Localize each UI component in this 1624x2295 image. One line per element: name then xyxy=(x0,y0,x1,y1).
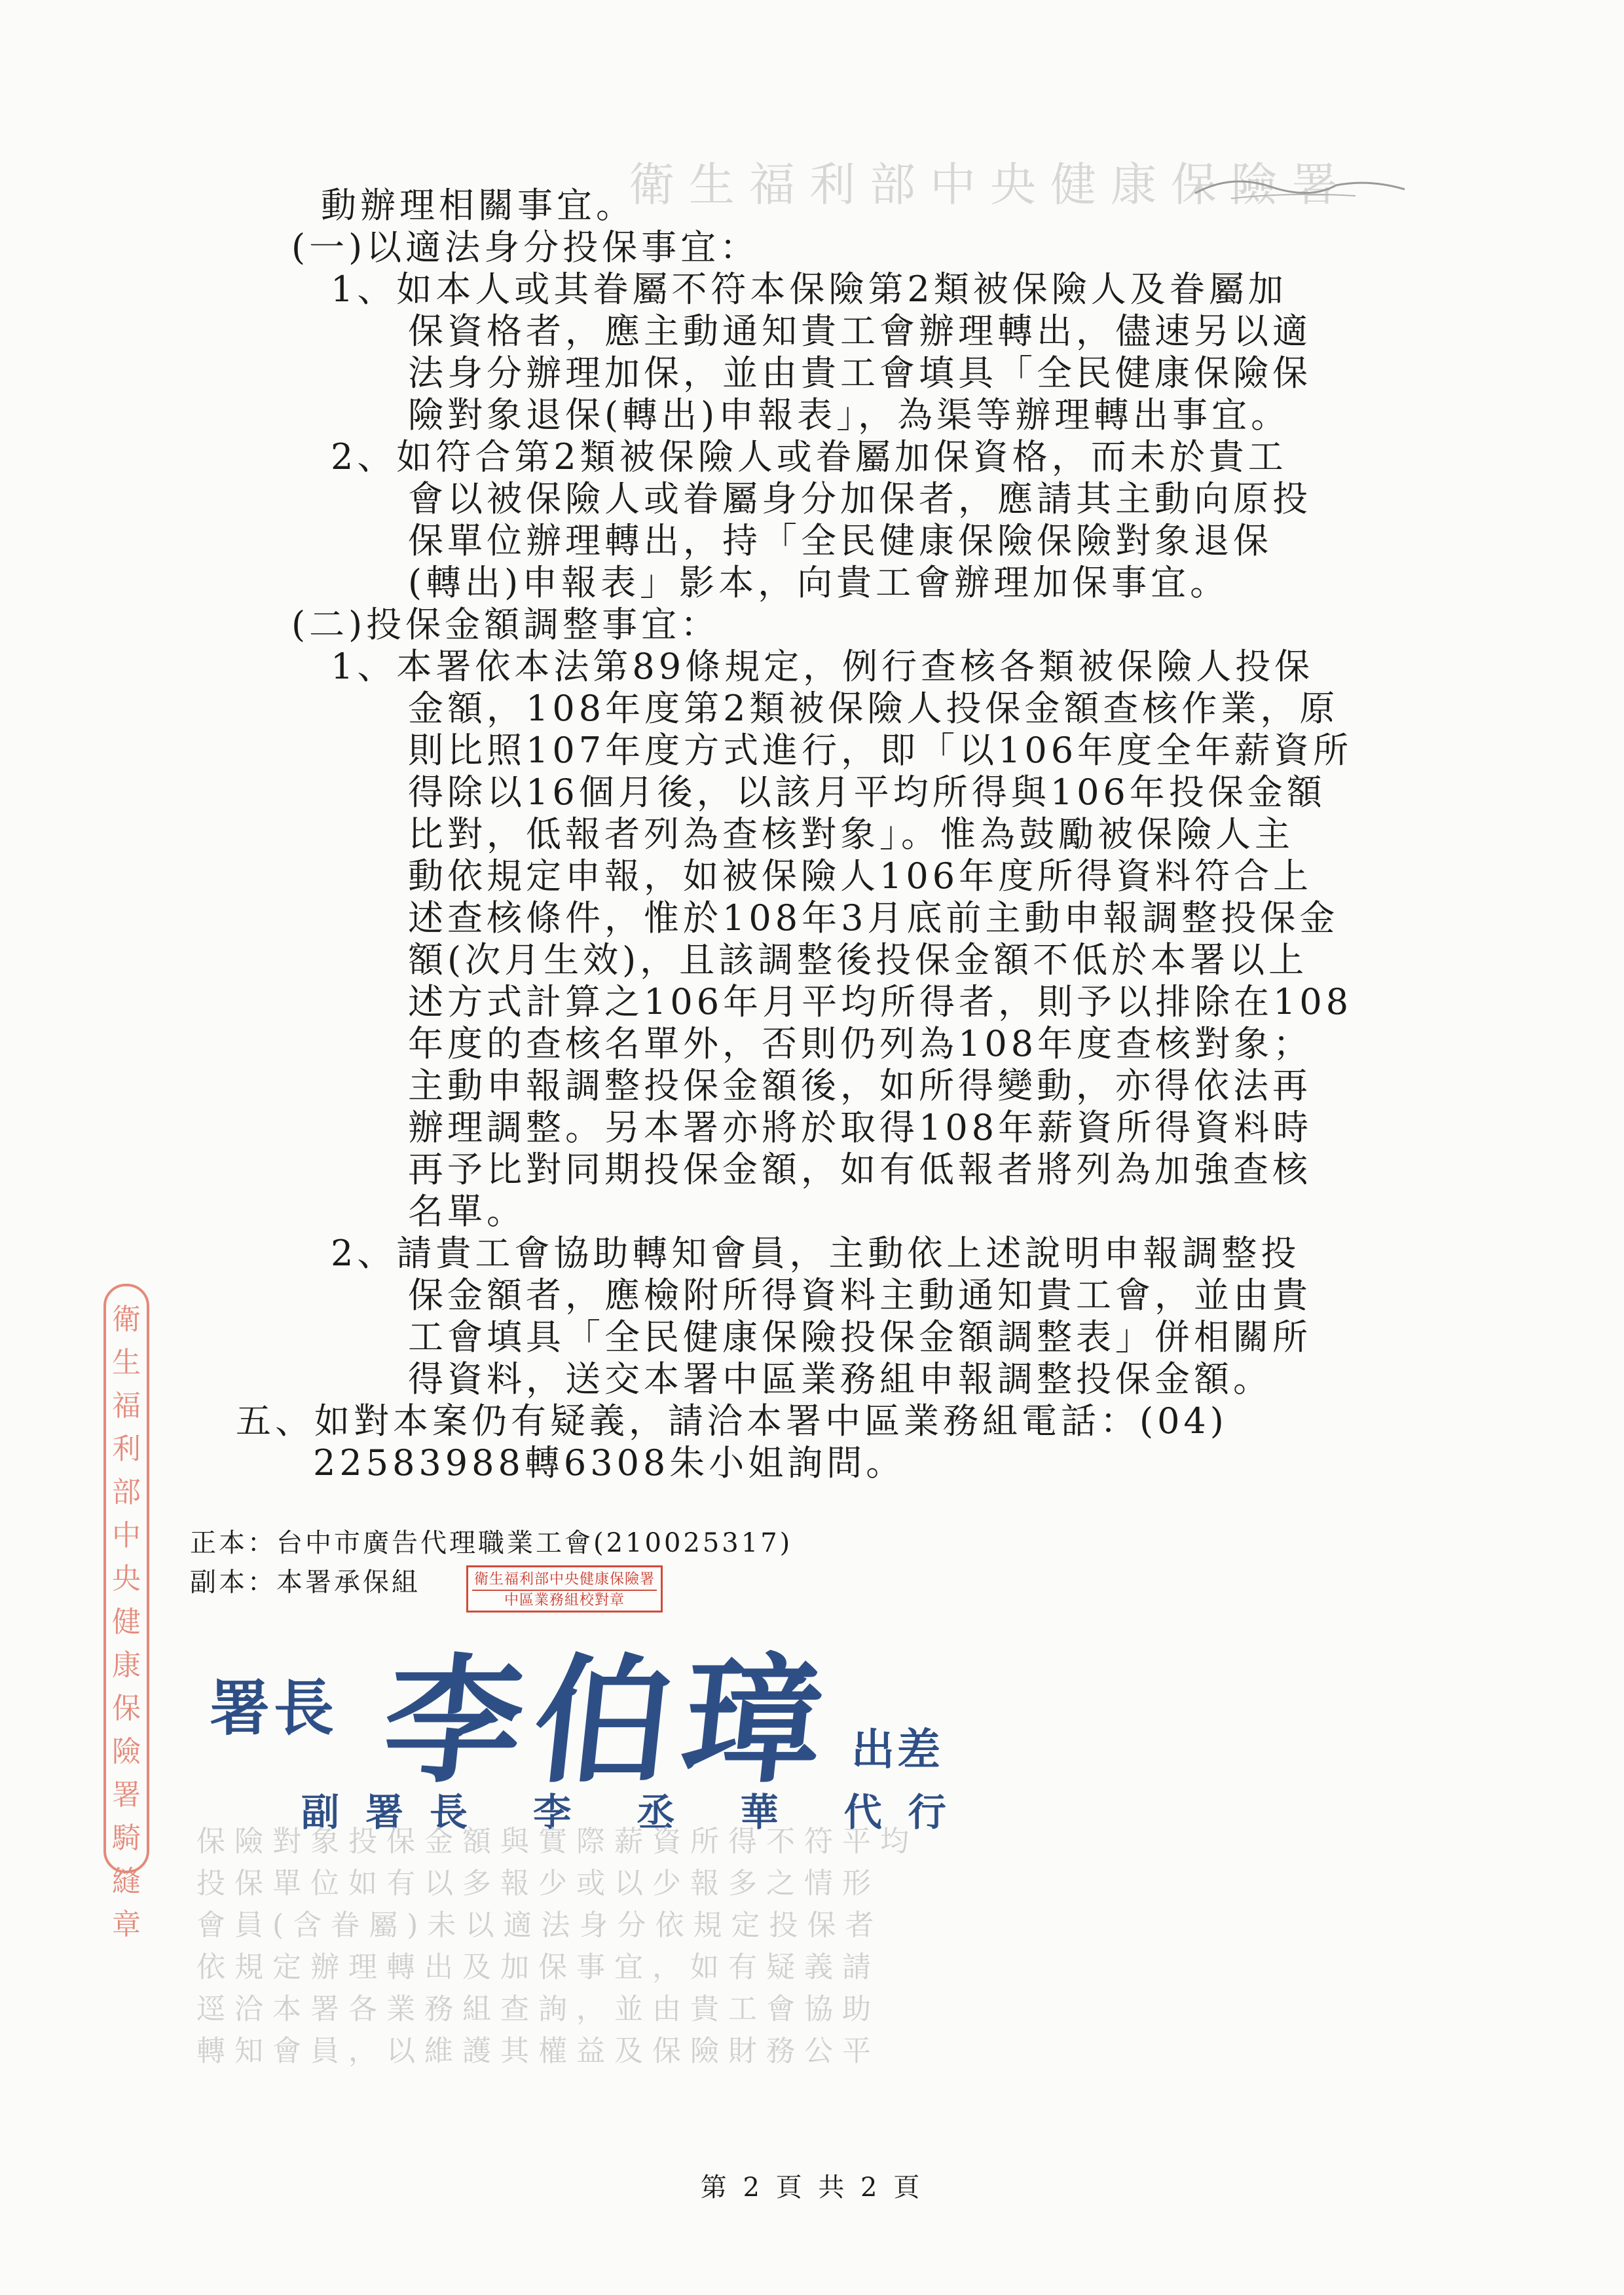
seal-char: 生 xyxy=(112,1346,141,1379)
body-line: 則比照107年度方式進行，即「以106年度全年薪資所 xyxy=(408,730,1353,771)
ghost-line: 轉知會員，以維護其權益及保險財務公平 xyxy=(196,2034,880,2068)
list-item-1: 1、本署依本法第89條規定，例行查核各類被保險人投保 xyxy=(331,646,1314,687)
pen-scribble-mark xyxy=(1192,167,1408,206)
seal-char: 部 xyxy=(112,1476,141,1509)
body-line: 法身分辦理加保，並由貴工會填具「全民健康保險保 xyxy=(408,352,1312,394)
seal-text xyxy=(106,1298,147,1947)
seal-char: 縫 xyxy=(112,1865,141,1898)
body-line: 工會填具「全民健康保險投保金額調整表」併相關所 xyxy=(408,1316,1312,1358)
stamp-line-1: 衛生福利部中央健康保險署 xyxy=(473,1571,655,1588)
body-line: 保單位辦理轉出，持「全民健康保險保險對象退保 xyxy=(408,520,1272,561)
list-item-2: 2、如符合第2類被保險人或眷屬加保資格，而未於貴工 xyxy=(331,436,1287,477)
body-line: 動依規定申報，如被保險人106年度所得資料符合上 xyxy=(408,855,1313,897)
body-line: 名單。 xyxy=(408,1191,526,1232)
contact-phone: 22583988轉6308朱小姐詢問。 xyxy=(313,1442,906,1483)
seal-char: 署 xyxy=(112,1778,141,1812)
body-line: 述方式計算之106年月平均所得者，則予以排除在108 xyxy=(408,981,1353,1022)
seal-char: 健 xyxy=(112,1605,141,1639)
body-line: 得除以16個月後，以該月平均所得與106年投保金額 xyxy=(408,772,1326,813)
deputy-signature: 副署長 李 丞 華 代行 xyxy=(301,1790,972,1835)
seal-char: 利 xyxy=(112,1432,141,1466)
body-line: 金額，108年度第2類被保險人投保金額查核作業，原 xyxy=(408,688,1339,729)
body-line: 會以被保險人或眷屬身分加保者，應請其主動向原投 xyxy=(408,478,1312,519)
body-line: 述查核條件，惟於108年3月底前主動申報調整投保金 xyxy=(408,897,1339,939)
ghost-line: 會員(含眷屬)未以適法身分依規定投保者 xyxy=(196,1909,883,1942)
stamp-line-2: 中區業務組校對章 xyxy=(472,1590,657,1611)
seal-char: 險 xyxy=(112,1735,141,1768)
ghost-bleedthrough xyxy=(196,1821,1441,2072)
ghost-line: 保險對象投保金額與實際薪資所得不符平均 xyxy=(196,1825,918,1858)
seal-char: 騎 xyxy=(112,1821,141,1855)
ghost-line: 投保單位如有以多報少或以少報多之情形 xyxy=(196,1867,880,1900)
seal-char: 保 xyxy=(112,1692,141,1725)
ghost-line: 逕洽本署各業務組查詢，並由貴工會協助 xyxy=(196,1992,880,2026)
seal-char: 衛 xyxy=(112,1303,141,1336)
body-line: 保資格者，應主動通知貴工會辦理轉出，儘速另以適 xyxy=(408,310,1312,352)
signature-name: 李伯璋 xyxy=(377,1641,842,1802)
proofreading-stamp xyxy=(466,1565,663,1613)
perforation-seal xyxy=(103,1284,149,1941)
ghost-letterhead: 衛生福利部中央健康保險署 xyxy=(629,158,1352,212)
section-heading: (一)以適法身分投保事宜： xyxy=(291,227,760,268)
seal-char: 康 xyxy=(112,1649,141,1682)
signature-note: 出差 xyxy=(851,1725,943,1775)
contact-paragraph: 五、如對本案仍有疑義，請洽本署中區業務組電話：(04) xyxy=(236,1400,1228,1442)
seal-char: 央 xyxy=(112,1562,141,1595)
seal-char: 章 xyxy=(112,1908,141,1941)
body-line: 比對，低報者列為查核對象」。惟為鼓勵被保險人主 xyxy=(408,813,1294,855)
original-recipient: 正本：台中市廣告代理職業工會(210025317) xyxy=(190,1528,793,1558)
body-line: 年度的查核名單外，否則仍列為108年度查核對象； xyxy=(408,1023,1313,1064)
list-item-1: 1、如本人或其眷屬不符本保險第2類被保險人及眷屬加 xyxy=(331,269,1287,310)
copy-recipient: 副本：本署承保組 xyxy=(190,1567,420,1597)
body-line: 額(次月生效)，且該調整後投保金額不低於本署以上 xyxy=(408,939,1308,980)
page-number: 第 2 頁 共 2 頁 xyxy=(700,2173,924,2203)
body-line: 再予比對同期投保金額，如有低報者將列為加強查核 xyxy=(408,1149,1312,1190)
body-line: 險對象退保(轉出)申報表」，為渠等辦理轉出事宜。 xyxy=(408,394,1291,436)
ghost-line: 依規定辦理轉出及加保事宜，如有疑義請 xyxy=(196,1950,880,1984)
body-line: 動辦理相關事宜。 xyxy=(321,185,635,226)
signature-title: 署長 xyxy=(210,1673,339,1744)
seal-char: 中 xyxy=(112,1519,141,1552)
body-line: 保金額者，應檢附所得資料主動通知貴工會，並由貴 xyxy=(408,1275,1312,1316)
list-item-2: 2、請貴工會協助轉知會員，主動依上述說明申報調整投 xyxy=(331,1233,1301,1274)
body-line: 得資料，送交本署中區業務組申報調整投保金額。 xyxy=(408,1358,1272,1400)
body-line: 辦理調整。另本署亦將於取得108年薪資所得資料時 xyxy=(408,1107,1313,1148)
seal-char: 福 xyxy=(112,1389,141,1423)
section-heading: (二)投保金額調整事宜： xyxy=(291,604,720,645)
body-line: (轉出)申報表」影本，向貴工會辦理加保事宜。 xyxy=(408,562,1230,603)
body-line: 主動申報調整投保金額後，如所得變動，亦得依法再 xyxy=(408,1065,1312,1106)
